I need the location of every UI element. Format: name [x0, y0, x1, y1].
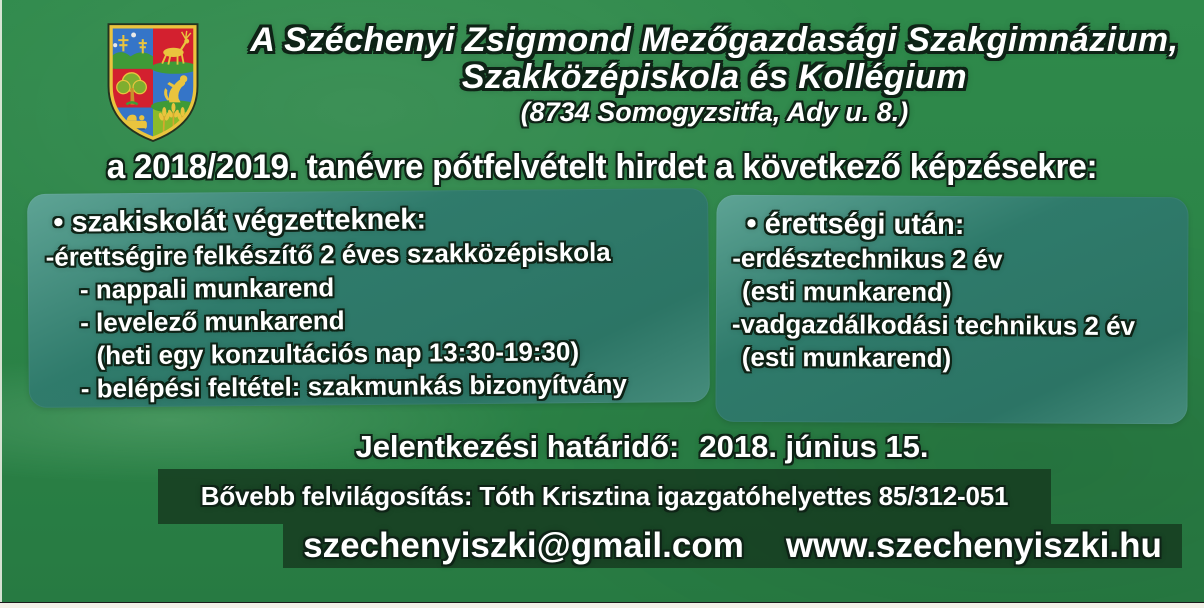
announcement-line: a 2018/2019. tanévre pótfelvételt hirdet a következő képzésekre: [106, 148, 1098, 186]
school-coat-of-arms-icon [106, 22, 200, 144]
panel-after-matura [715, 195, 1188, 424]
panel-right-line: (esti munkarend) [741, 341, 952, 373]
scan-edge-left [0, 0, 2, 608]
panel-right-line: -erdésztechnikus 2 év [732, 242, 1003, 275]
panel-left-heading: • szakiskolát végzetteknek: [53, 203, 427, 239]
panel-left-content [27, 188, 710, 408]
school-name-line2: Szakközépiskola és Kollégium [461, 58, 968, 96]
panel-right-content [715, 195, 1188, 424]
panel-left-line: - belépési feltétel: szakmunkás bizonyítvány [80, 368, 628, 404]
school-address: (8734 Somogyzsitfa, Ady u. 8.) [520, 97, 909, 127]
panel-left-line: - levelező munkarend [80, 305, 345, 338]
panel-left-line: -érettségire felkészítő 2 éves szakközépiskola [45, 236, 611, 272]
contact-website: www.szechenyiszki.hu [785, 526, 1162, 565]
shield-svg [106, 22, 200, 144]
panel-left-line: (heti egy konzultációs nap 13:30-19:30) [96, 336, 580, 371]
scan-edge-bottom [0, 602, 1204, 608]
deadline-date: 2018. június 15. [699, 429, 929, 464]
deadline-row [40, 429, 1204, 465]
panel-right-line: -vadgazdálkodási technikus 2 év [731, 308, 1136, 341]
contact-info-band [158, 469, 1051, 524]
deadline-label: Jelentkezési határidő: [355, 429, 680, 464]
header [235, 22, 1194, 129]
panel-right-heading: • érettségi után: [746, 207, 965, 242]
contact-email: szechenyiszki@gmail.com [303, 526, 744, 565]
school-name-line1: A Széchenyi Zsigmond Mezőgazdasági Szakgimnázium, [250, 21, 1179, 59]
panel-right-line: (esti munkarend) [742, 275, 952, 307]
contact-info-text: Bővebb felvilágosítás: Tóth Krisztina igazgatóhelyettes 85/312-051 [200, 481, 1009, 511]
panel-vocational-graduates [27, 188, 710, 408]
panel-left-line: - nappali munkarend [79, 272, 335, 305]
contact-links-band [283, 524, 1182, 568]
